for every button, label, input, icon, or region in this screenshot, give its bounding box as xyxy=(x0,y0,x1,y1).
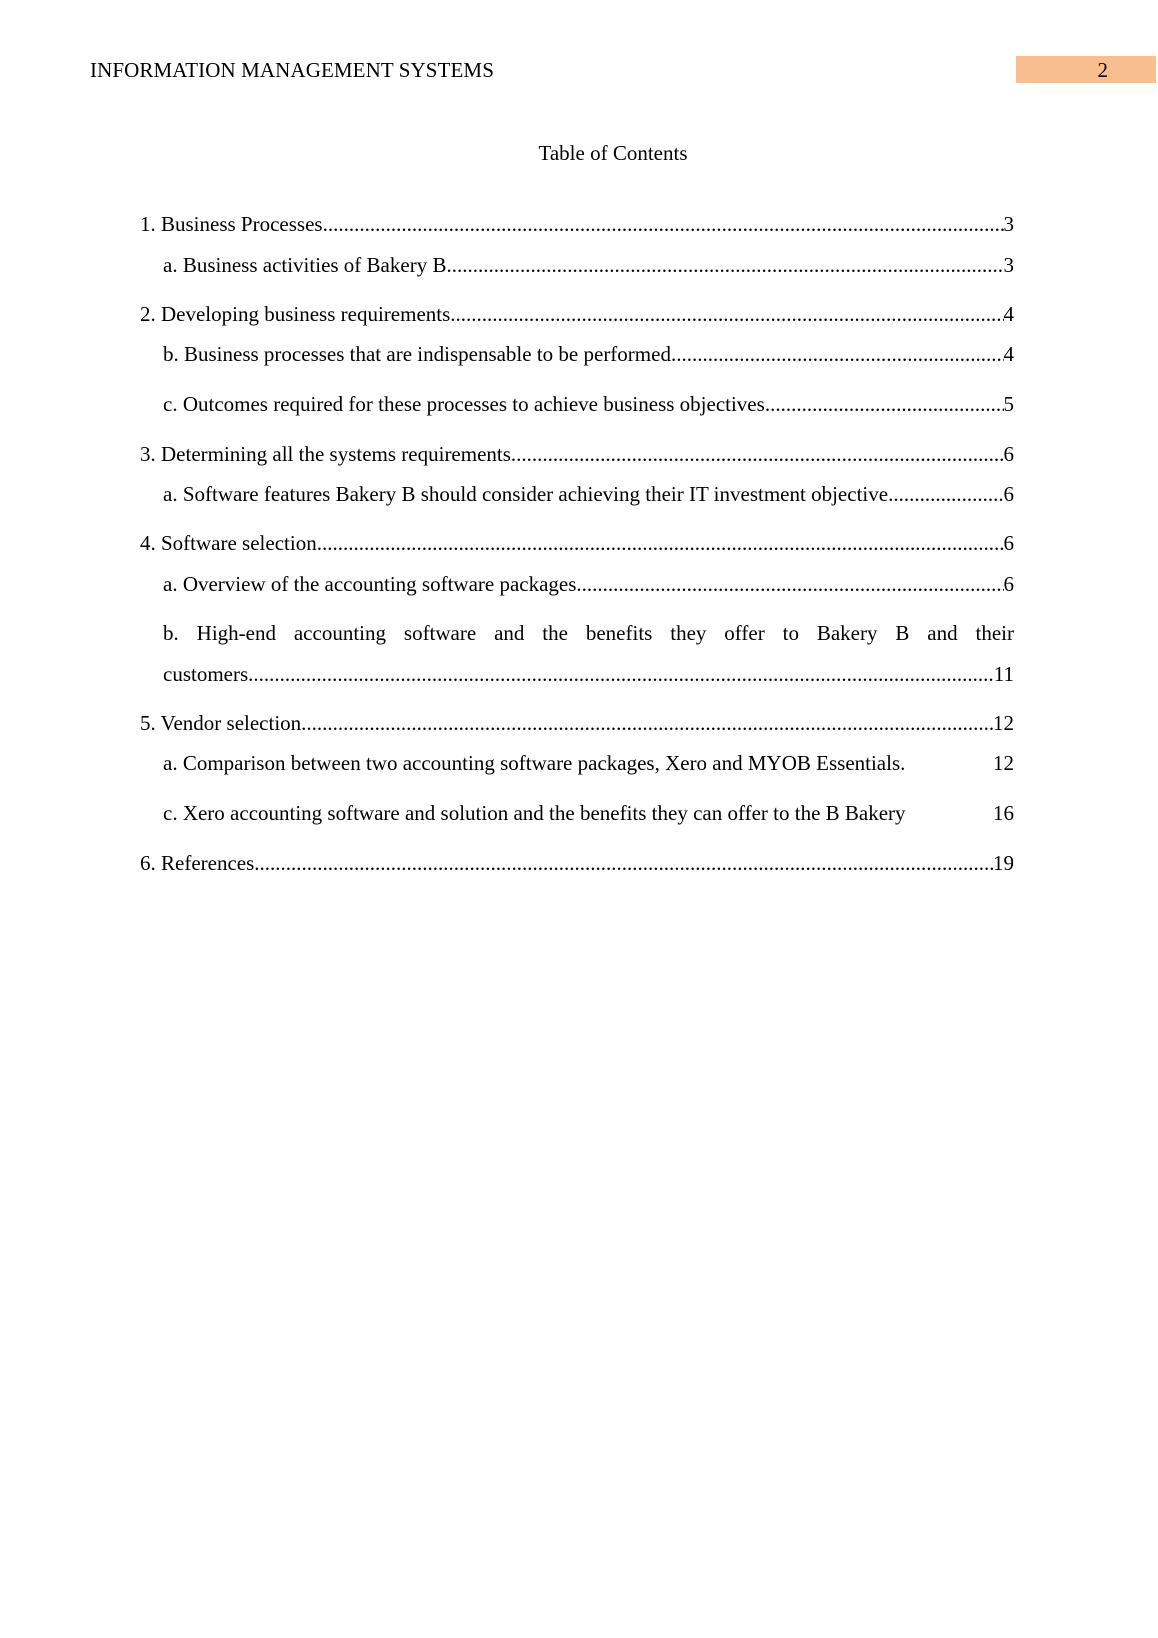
toc-entry-page: 12 xyxy=(993,751,1014,775)
dot-leader xyxy=(301,709,993,737)
toc-entry-label: b. Business processes that are indispensable to be performed xyxy=(163,342,671,366)
toc-entry-page: 3 xyxy=(1003,253,1014,277)
toc-entry-vendor-selection[interactable] xyxy=(140,709,1014,737)
toc-entry-page: 3 xyxy=(1003,212,1014,236)
dot-leader xyxy=(446,251,1003,279)
toc-entry-high-end-software[interactable] xyxy=(163,613,1014,695)
toc-entry-label: a. Software features Bakery B should consider achieving their IT investment objective xyxy=(163,482,889,506)
toc-entry-page: 6 xyxy=(1003,572,1014,596)
toc-entry-label: 2. Developing business requirements xyxy=(140,302,451,326)
dot-leader xyxy=(765,390,1004,418)
toc-entry-line2 xyxy=(163,654,1014,695)
toc-entry-label: a. Overview of the accounting software packages xyxy=(163,572,577,596)
toc-entry-label: 5. Vendor selection xyxy=(140,711,302,735)
dot-leader xyxy=(323,210,1004,238)
dot-leader xyxy=(671,340,1004,368)
toc-entry-label-line1: b. High-end accounting software and the benefits they offer to Bakery B and their xyxy=(163,621,1014,645)
toc-entry-software-features[interactable] xyxy=(163,480,1014,508)
dot-leader xyxy=(254,849,993,877)
dot-leader xyxy=(511,440,1004,468)
toc-entry-systems-requirements[interactable] xyxy=(140,440,1014,468)
toc-entry-page: 6 xyxy=(1003,482,1014,506)
toc-entry-label-line2: customers xyxy=(163,662,249,686)
toc-entry-page: 19 xyxy=(993,851,1014,875)
toc-entry-label: c. Xero accounting software and solution and the benefits they can offer to the B Bakery xyxy=(163,801,906,825)
dot-leader xyxy=(888,480,1003,508)
dot-leader xyxy=(317,529,1004,557)
toc-entry-comparison-packages[interactable] xyxy=(163,749,1014,777)
dot-leader xyxy=(248,654,994,695)
dot-leader xyxy=(450,300,1003,328)
toc-entry-software-selection[interactable] xyxy=(140,529,1014,557)
toc-entry-page: 11 xyxy=(993,662,1014,686)
toc-entry-label: 3. Determining all the systems requirements xyxy=(140,442,511,466)
toc-entry-page: 16 xyxy=(993,801,1014,825)
page-number: 2 xyxy=(1097,58,1108,82)
toc-entry-label: a. Comparison between two accounting software packages, Xero and MYOB Essentials. xyxy=(163,751,906,775)
toc-entry-page: 12 xyxy=(993,711,1014,735)
toc-entry-outcomes-required[interactable] xyxy=(163,390,1014,418)
toc-entry-page: 5 xyxy=(1003,392,1014,416)
toc-entry-label: 6. References xyxy=(140,851,255,875)
toc-entry-page: 4 xyxy=(1003,342,1014,366)
toc-title: Table of Contents xyxy=(538,141,688,165)
toc-entry-overview-packages[interactable] xyxy=(163,570,1014,598)
toc-entry-page: 6 xyxy=(1003,531,1014,555)
toc-entry-page: 4 xyxy=(1003,302,1014,326)
toc-entry-indispensable-processes[interactable] xyxy=(163,340,1014,368)
toc-entry-business-processes[interactable] xyxy=(140,210,1014,238)
toc-entry-developing-requirements[interactable] xyxy=(140,300,1014,328)
toc-entry-business-activities[interactable] xyxy=(163,251,1014,279)
running-head: INFORMATION MANAGEMENT SYSTEMS xyxy=(90,58,494,82)
toc-entry-label: 4. Software selection xyxy=(140,531,317,555)
toc-entry-label: a. Business activities of Bakery B xyxy=(163,253,447,277)
toc-entry-xero-benefits[interactable] xyxy=(163,799,1014,827)
toc-entry-label: c. Outcomes required for these processes to achieve business objectives xyxy=(163,392,765,416)
dot-leader xyxy=(576,570,1003,598)
toc-entry-references[interactable] xyxy=(140,849,1014,877)
toc-entry-page: 6 xyxy=(1003,442,1014,466)
page-number-box xyxy=(1016,56,1156,83)
toc-entry-label: 1. Business Processes xyxy=(140,212,323,236)
